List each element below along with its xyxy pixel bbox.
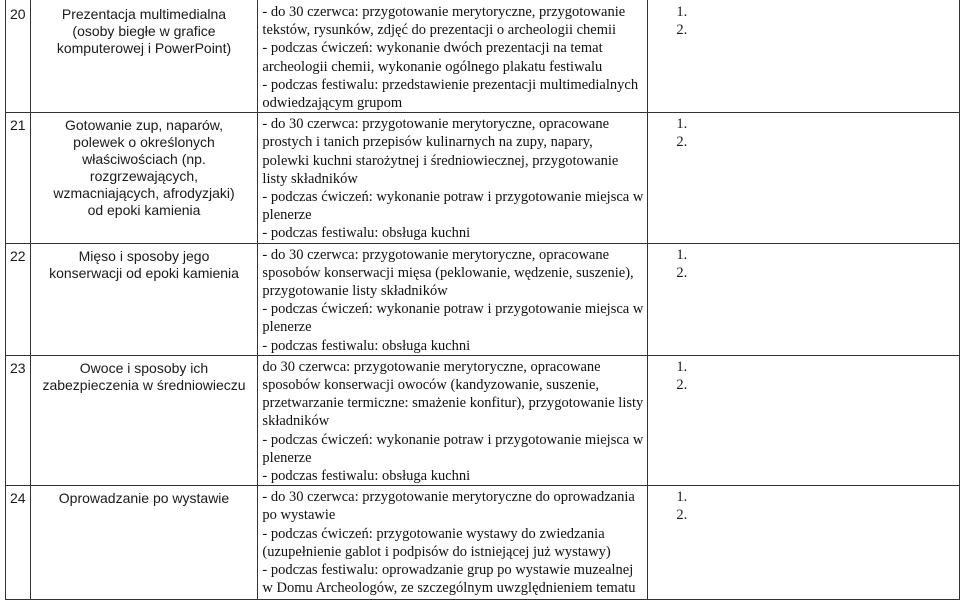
row-number: 22	[6, 243, 31, 355]
effects-list	[648, 0, 960, 113]
description-line: - podczas festiwalu: obsługa kuchni	[262, 468, 471, 485]
effect-item: 2.	[676, 377, 688, 394]
table-row	[6, 486, 960, 600]
description-line: - podczas ćwiczeń: przygotowanie wystawy do zwiedzania	[262, 525, 605, 542]
row-number: 23	[6, 355, 31, 485]
topic-line: Oprowadzanie po wystawie	[58, 490, 230, 507]
description-line: - podczas ćwiczeń: wykonanie potraw i przygotowanie miejsca w	[262, 189, 644, 206]
task-topic	[30, 243, 258, 355]
table-row	[6, 113, 960, 243]
description-line: w Domu Archeologów, ze szczególnym uwzględnieniem tematu	[262, 580, 636, 597]
description-line: - do 30 czerwca: przygotowanie merytoryczne do oprowadzania	[262, 489, 635, 506]
topic-line: właściwościach (np.	[82, 151, 206, 168]
description-line: - podczas festiwalu: przedstawienie prezentacji multimedialnych	[262, 76, 639, 93]
task-topic	[30, 0, 258, 113]
task-topic	[30, 355, 258, 485]
topic-line: polewek o określonych	[73, 134, 215, 151]
tasks-table	[5, 0, 960, 600]
topic-line: komputerowej i PowerPoint)	[56, 40, 232, 56]
description-line: do 30 czerwca: przygotowanie merytoryczne, opracowane	[262, 358, 601, 375]
task-topic	[30, 113, 258, 243]
description-line: odwiedzającym grupom	[262, 95, 403, 112]
task-description	[258, 355, 648, 485]
row-number: 21	[6, 113, 31, 243]
effects-list	[648, 486, 960, 600]
task-description	[258, 0, 648, 113]
topic-line: wzmacniających, afrodyzjaki)	[53, 185, 235, 202]
description-line: sposobów konserwacji mięsa (peklowanie, wędzenie, suszenie),	[262, 264, 634, 281]
effects-list	[648, 355, 960, 485]
description-line: - do 30 czerwca: przygotowanie merytoryczne, opracowane	[262, 116, 610, 133]
topic-line: (osoby biegłe w grafice	[72, 23, 216, 39]
description-line: plenerze	[262, 207, 312, 224]
topic-line: Mięso i sposoby jego	[78, 247, 210, 264]
tasks-table-body	[6, 0, 960, 600]
description-line: - podczas festiwalu: oprowadzanie grup po wystawie muzealnej	[262, 562, 634, 579]
effect-item: 1.	[676, 4, 688, 20]
description-line: - podczas ćwiczeń: wykonanie potraw i przygotowanie miejsca w	[262, 301, 644, 318]
row-number: 24	[6, 486, 31, 600]
description-line: - podczas ćwiczeń: wykonanie dwóch prezentacji na temat	[262, 40, 603, 57]
topic-line: zabezpieczenia w średniowieczu	[42, 376, 246, 393]
effect-item: 1.	[676, 116, 688, 133]
topic-line: Owoce i sposoby ich	[79, 359, 209, 376]
topic-line: rozgrzewających,	[89, 168, 199, 185]
table-row	[6, 0, 960, 113]
task-description	[258, 486, 648, 600]
description-line: archeologii chemii, wykonanie ogólnego plakatu festiwalu	[262, 58, 603, 75]
topic-line: Prezentacja multimedialna	[61, 6, 227, 22]
effect-item: 2.	[676, 22, 688, 39]
description-line: polewki kuchni starożytnej i średniowiecznej, przygotowanie	[262, 152, 619, 169]
description-line: prostych i tanich przepisów kulinarnych na zupy, napary,	[262, 134, 593, 151]
effect-item: 2.	[676, 134, 688, 151]
description-line: plenerze	[262, 449, 312, 466]
table-row	[6, 243, 960, 355]
description-line: listy składników	[262, 170, 358, 187]
description-line: - podczas festiwalu: obsługa kuchni	[262, 225, 471, 242]
effect-item: 2.	[676, 264, 688, 281]
description-line: składników	[262, 413, 330, 430]
task-topic	[30, 486, 258, 600]
description-line: plenerze	[262, 319, 312, 336]
description-line: - podczas ćwiczeń: wykonanie potraw i przygotowanie miejsca w	[262, 431, 644, 448]
description-line: tekstów, rysunków, zdjęć do prezentacji o archeologii chemii	[262, 22, 617, 39]
description-line: - do 30 czerwca: przygotowanie merytoryczne, przygotowanie	[262, 4, 626, 20]
topic-line: konserwacji od epoki kamienia	[49, 264, 239, 281]
effect-item: 1.	[676, 358, 688, 375]
description-line: przetwarzanie termiczne: smażenie konfitur), przygotowanie listy	[262, 395, 644, 412]
description-line: (uzupełnienie gablot i podpisów do istniejącej już wystawy)	[262, 543, 611, 560]
description-line: sposobów konserwacji owoców (kandyzowanie, suszenie,	[262, 377, 600, 394]
effect-item: 1.	[676, 489, 688, 506]
description-line: - podczas festiwalu: obsługa kuchni	[262, 337, 471, 354]
description-line: po wystawie	[262, 507, 336, 524]
topic-line: Gotowanie zup, naparów,	[65, 117, 223, 134]
effect-item: 1.	[676, 246, 688, 263]
table-row	[6, 355, 960, 485]
description-line: - do 30 czerwca: przygotowanie merytoryczne, opracowane	[262, 246, 610, 263]
description-line: przygotowanie listy składników	[262, 283, 448, 300]
task-description	[258, 113, 648, 243]
row-number: 20	[6, 0, 31, 113]
task-description	[258, 243, 648, 355]
effects-list	[648, 113, 960, 243]
topic-line: od epoki kamienia	[87, 202, 201, 219]
effect-item: 2.	[676, 507, 688, 524]
effects-list	[648, 243, 960, 355]
